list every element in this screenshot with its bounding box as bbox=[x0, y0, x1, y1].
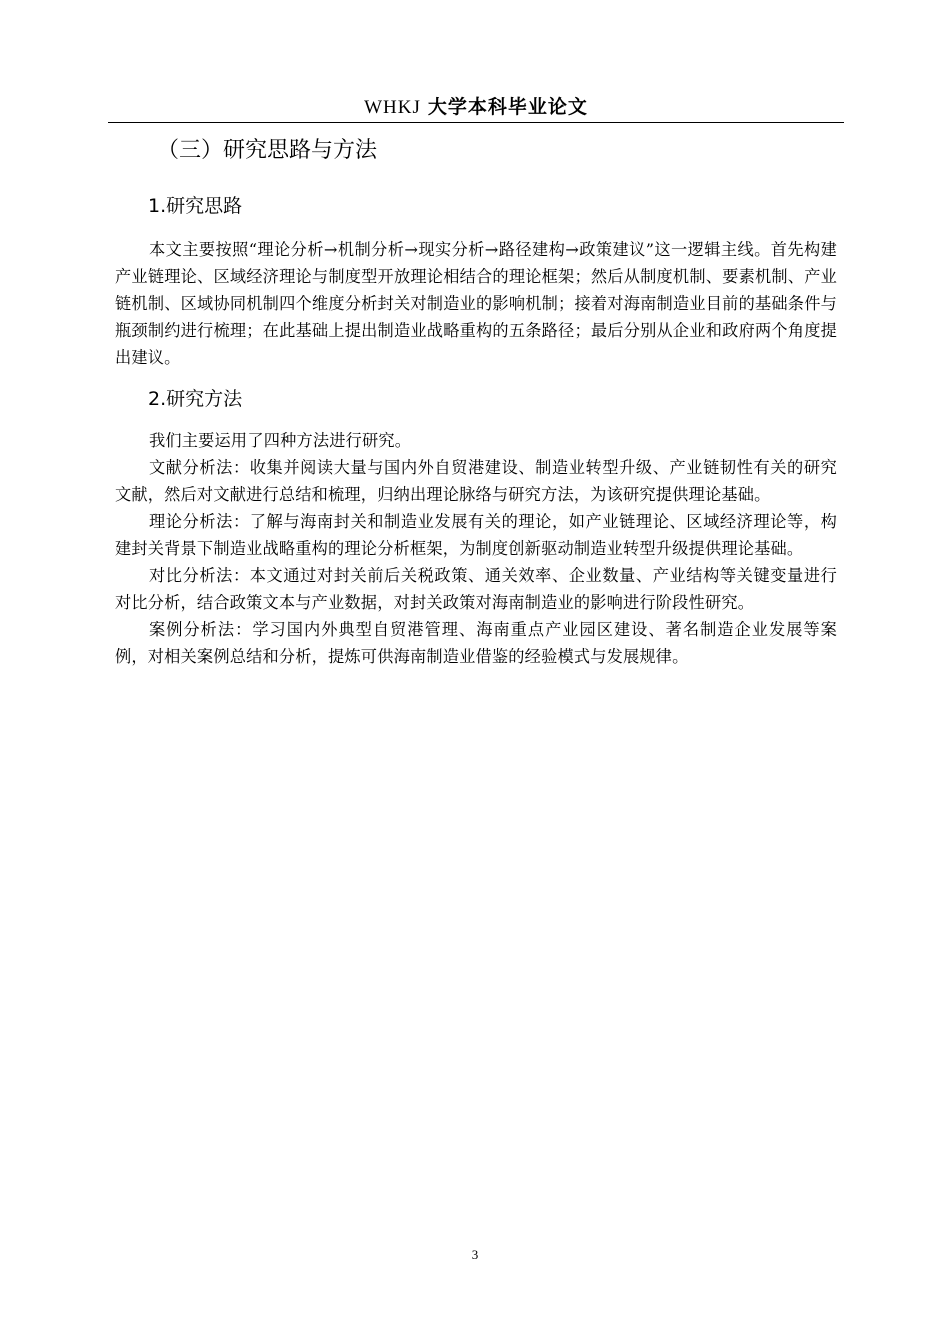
page-header bbox=[108, 94, 844, 121]
header-divider bbox=[108, 122, 844, 123]
subsection-heading-research-approach: 1.研究思路 bbox=[148, 195, 243, 217]
method-literature-analysis: 文献分析法：收集并阅读大量与国内外自贸港建设、制造业转型升级、产业链韧性有关的研究文献，然后对文献进行总结和梳理，归纳出理论脉络与研究方法，为该研究提供理论基础。 bbox=[115, 458, 837, 504]
section-heading: （三）研究思路与方法 bbox=[157, 138, 378, 163]
page-body bbox=[115, 130, 837, 670]
method-theoretical-analysis: 理论分析法：了解与海南封关和制造业发展有关的理论，如产业链理论、区域经济理论等，构建封关背景下制造业战略重构的理论分析框架，为制度创新驱动制造业转型升级提供理论基础。 bbox=[115, 512, 837, 558]
methods-intro-paragraph: 我们主要运用了四种方法进行研究。 bbox=[149, 431, 412, 450]
header-title: 大学本科毕业论文 bbox=[427, 96, 588, 118]
page-number: 3 bbox=[471, 1247, 479, 1262]
method-case-analysis: 案例分析法：学习国内外典型自贸港管理、海南重点产业园区建设、著名制造企业发展等案例，对相关案例总结和分析，提炼可供海南制造业借鉴的经验模式与发展规律。 bbox=[115, 620, 837, 666]
subsection-heading-research-methods: 2.研究方法 bbox=[148, 388, 243, 410]
method-comparative-analysis: 对比分析法：本文通过对封关前后关税政策、通关效率、企业数量、产业结构等关键变量进行对比分析，结合政策文本与产业数据，对封关政策对海南制造业的影响进行阶段性研究。 bbox=[115, 566, 837, 612]
header-brand: WHKJ bbox=[364, 97, 421, 118]
research-approach-paragraph: 本文主要按照“理论分析→机制分析→现实分析→路径建构→政策建议”这一逻辑主线。首先构建产业链理论、区域经济理论与制度型开放理论相结合的理论框架；然后从制度机制、要素机制、产业链机制、区域协同机制四个维度分析封关对制造业的影响机制；接着对海南制造业目前的基础条件与瓶颈制约进行梳理；在此基础上提出制造业战略重构的五条路径；最后分别从企业和政府两个角度提出建议。 bbox=[115, 240, 837, 367]
